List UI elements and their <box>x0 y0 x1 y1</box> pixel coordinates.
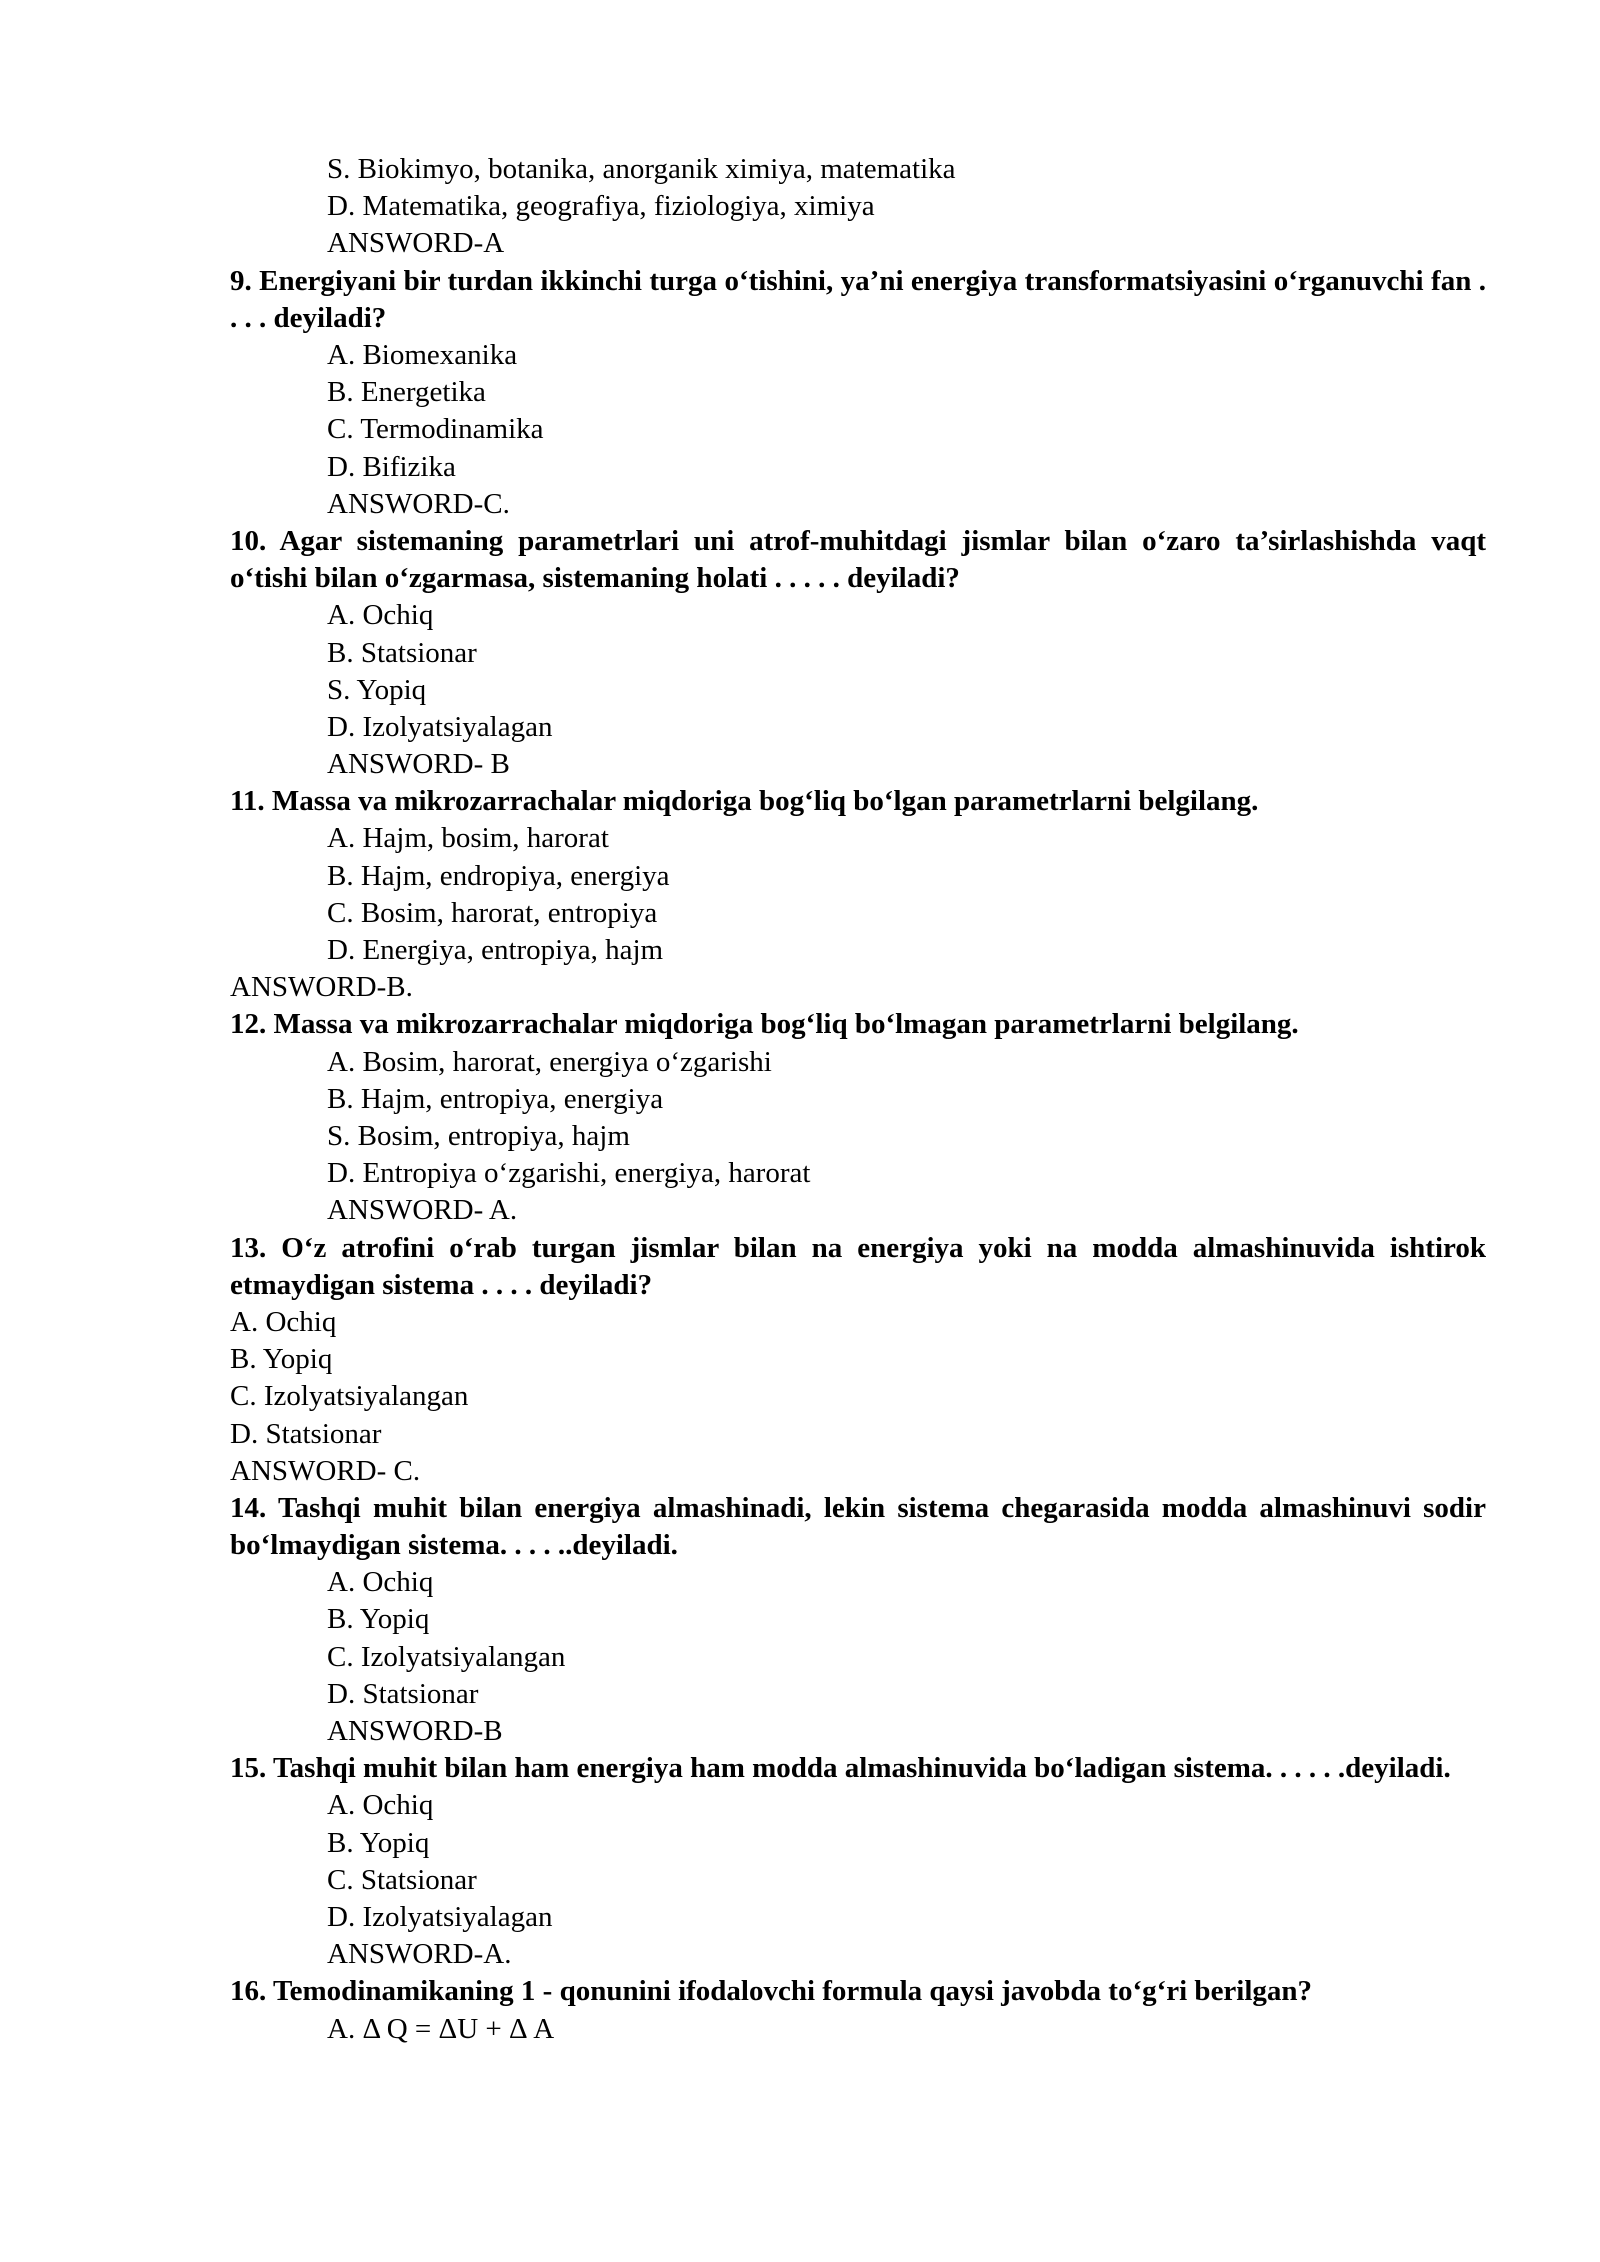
question-block <box>230 783 1486 1006</box>
option-line: D. Matematika, geografiya, fiziologiya, ximiya <box>327 190 875 223</box>
option-line: C. Termodinamika <box>327 413 544 446</box>
question-text: 15. Tashqi muhit bilan ham energiya ham modda almashinuvida bo‘ladigan sistema. . . . . .deyiladi. <box>230 1752 1451 1785</box>
answer-line: ANSWORD-C. <box>327 487 510 520</box>
option-line: B. Hajm, endropiya, energiya <box>327 859 670 892</box>
option-line: C. Bosim, harorat, entropiya <box>327 896 658 929</box>
answer-line: ANSWORD-B. <box>230 971 413 1004</box>
option-line: A. Ochiq <box>327 1789 434 1822</box>
option-line: A. Δ Q = ΔU + Δ A <box>327 2012 555 2045</box>
question-text: 13. O‘z atrofini o‘rab turgan jismlar bilan na energiya yoki na modda almashinuvida ishtirok etmaydigan sistema . . . . deyiladi? <box>230 1231 1486 1301</box>
option-line: B. Statsionar <box>327 636 477 669</box>
option-line: B. Yopiq <box>230 1343 333 1376</box>
question-block <box>230 1006 1486 1229</box>
question-block <box>230 263 1486 523</box>
question-block <box>230 523 1486 783</box>
option-line: S. Yopiq <box>327 673 427 706</box>
option-line: D. Izolyatsiyalagan <box>327 1900 553 1933</box>
option-line: C. Izolyatsiyalangan <box>327 1640 566 1673</box>
question-block <box>230 1750 1486 1973</box>
option-line: B. Energetika <box>327 376 486 409</box>
question-block <box>230 1973 1486 2047</box>
question-list <box>230 263 1486 2048</box>
question-text: 9. Energiyani bir turdan ikkinchi turga o‘tishini, ya’ni energiya transformatsiyasini o‘rganuvchi fan . . . . deyiladi? <box>230 264 1486 334</box>
document-body <box>230 151 1486 2048</box>
option-line: D. Izolyatsiyalagan <box>327 710 553 743</box>
option-line: B. Hajm, entropiya, energiya <box>327 1082 664 1115</box>
option-line: C. Statsionar <box>327 1863 477 1896</box>
question-text: 14. Tashqi muhit bilan energiya almashinadi, lekin sistema chegarasida modda almashinuvi sodir bo‘lmaydigan sistema. . . . ..deyiladi. <box>230 1491 1486 1562</box>
option-line: C. Izolyatsiyalangan <box>230 1380 469 1413</box>
question-block <box>230 1230 1486 1490</box>
option-line: D. Statsionar <box>327 1677 479 1710</box>
question-text: 11. Massa va mikrozarrachalar miqdoriga bog‘liq bo‘lgan parametrlarni belgilang. <box>230 785 1259 818</box>
answer-line: ANSWORD- C. <box>230 1454 421 1487</box>
option-line: D. Bifizika <box>327 450 456 483</box>
option-line: D. Statsionar <box>230 1417 382 1450</box>
option-line: D. Energiya, entropiya, hajm <box>327 934 664 967</box>
answer-line: ANSWORD- A. <box>327 1194 518 1227</box>
answer-line: ANSWORD- B <box>327 748 510 781</box>
option-line: B. Yopiq <box>327 1603 430 1636</box>
question-text: 12. Massa va mikrozarrachalar miqdoriga bog‘liq bo‘lmagan parametrlarni belgilang. <box>230 1008 1299 1041</box>
option-line: A. Ochiq <box>327 1566 434 1599</box>
intro-block <box>230 151 1486 263</box>
answer-line: ANSWORD-A <box>327 227 505 260</box>
question-block <box>230 1490 1486 1750</box>
option-line: A. Bosim, harorat, energiya o‘zgarishi <box>327 1045 772 1078</box>
option-line: D. Entropiya o‘zgarishi, energiya, harorat <box>327 1157 811 1190</box>
option-line: A. Ochiq <box>327 599 434 632</box>
option-line: A. Ochiq <box>230 1305 337 1338</box>
option-line: A. Biomexanika <box>327 338 518 371</box>
question-text: 10. Agar sistemaning parametrlari uni atrof-muhitdagi jismlar bilan o‘zaro ta’sirlashishda vaqt o‘tishi bilan o‘zgarmasa, sistemaning holati . . . . . deyiladi? <box>230 524 1486 595</box>
question-text: 16. Temodinamikaning 1 - qonunini ifodalovchi formula qaysi javobda to‘g‘ri berilgan? <box>230 1975 1313 2008</box>
option-line: A. Hajm, bosim, harorat <box>327 822 609 855</box>
option-line: B. Yopiq <box>327 1826 430 1859</box>
option-line: S. Biokimyo, botanika, anorganik ximiya, matematika <box>327 153 956 185</box>
answer-line: ANSWORD-B <box>327 1715 503 1748</box>
answer-line: ANSWORD-A. <box>327 1938 512 1971</box>
option-line: S. Bosim, entropiya, hajm <box>327 1119 630 1152</box>
